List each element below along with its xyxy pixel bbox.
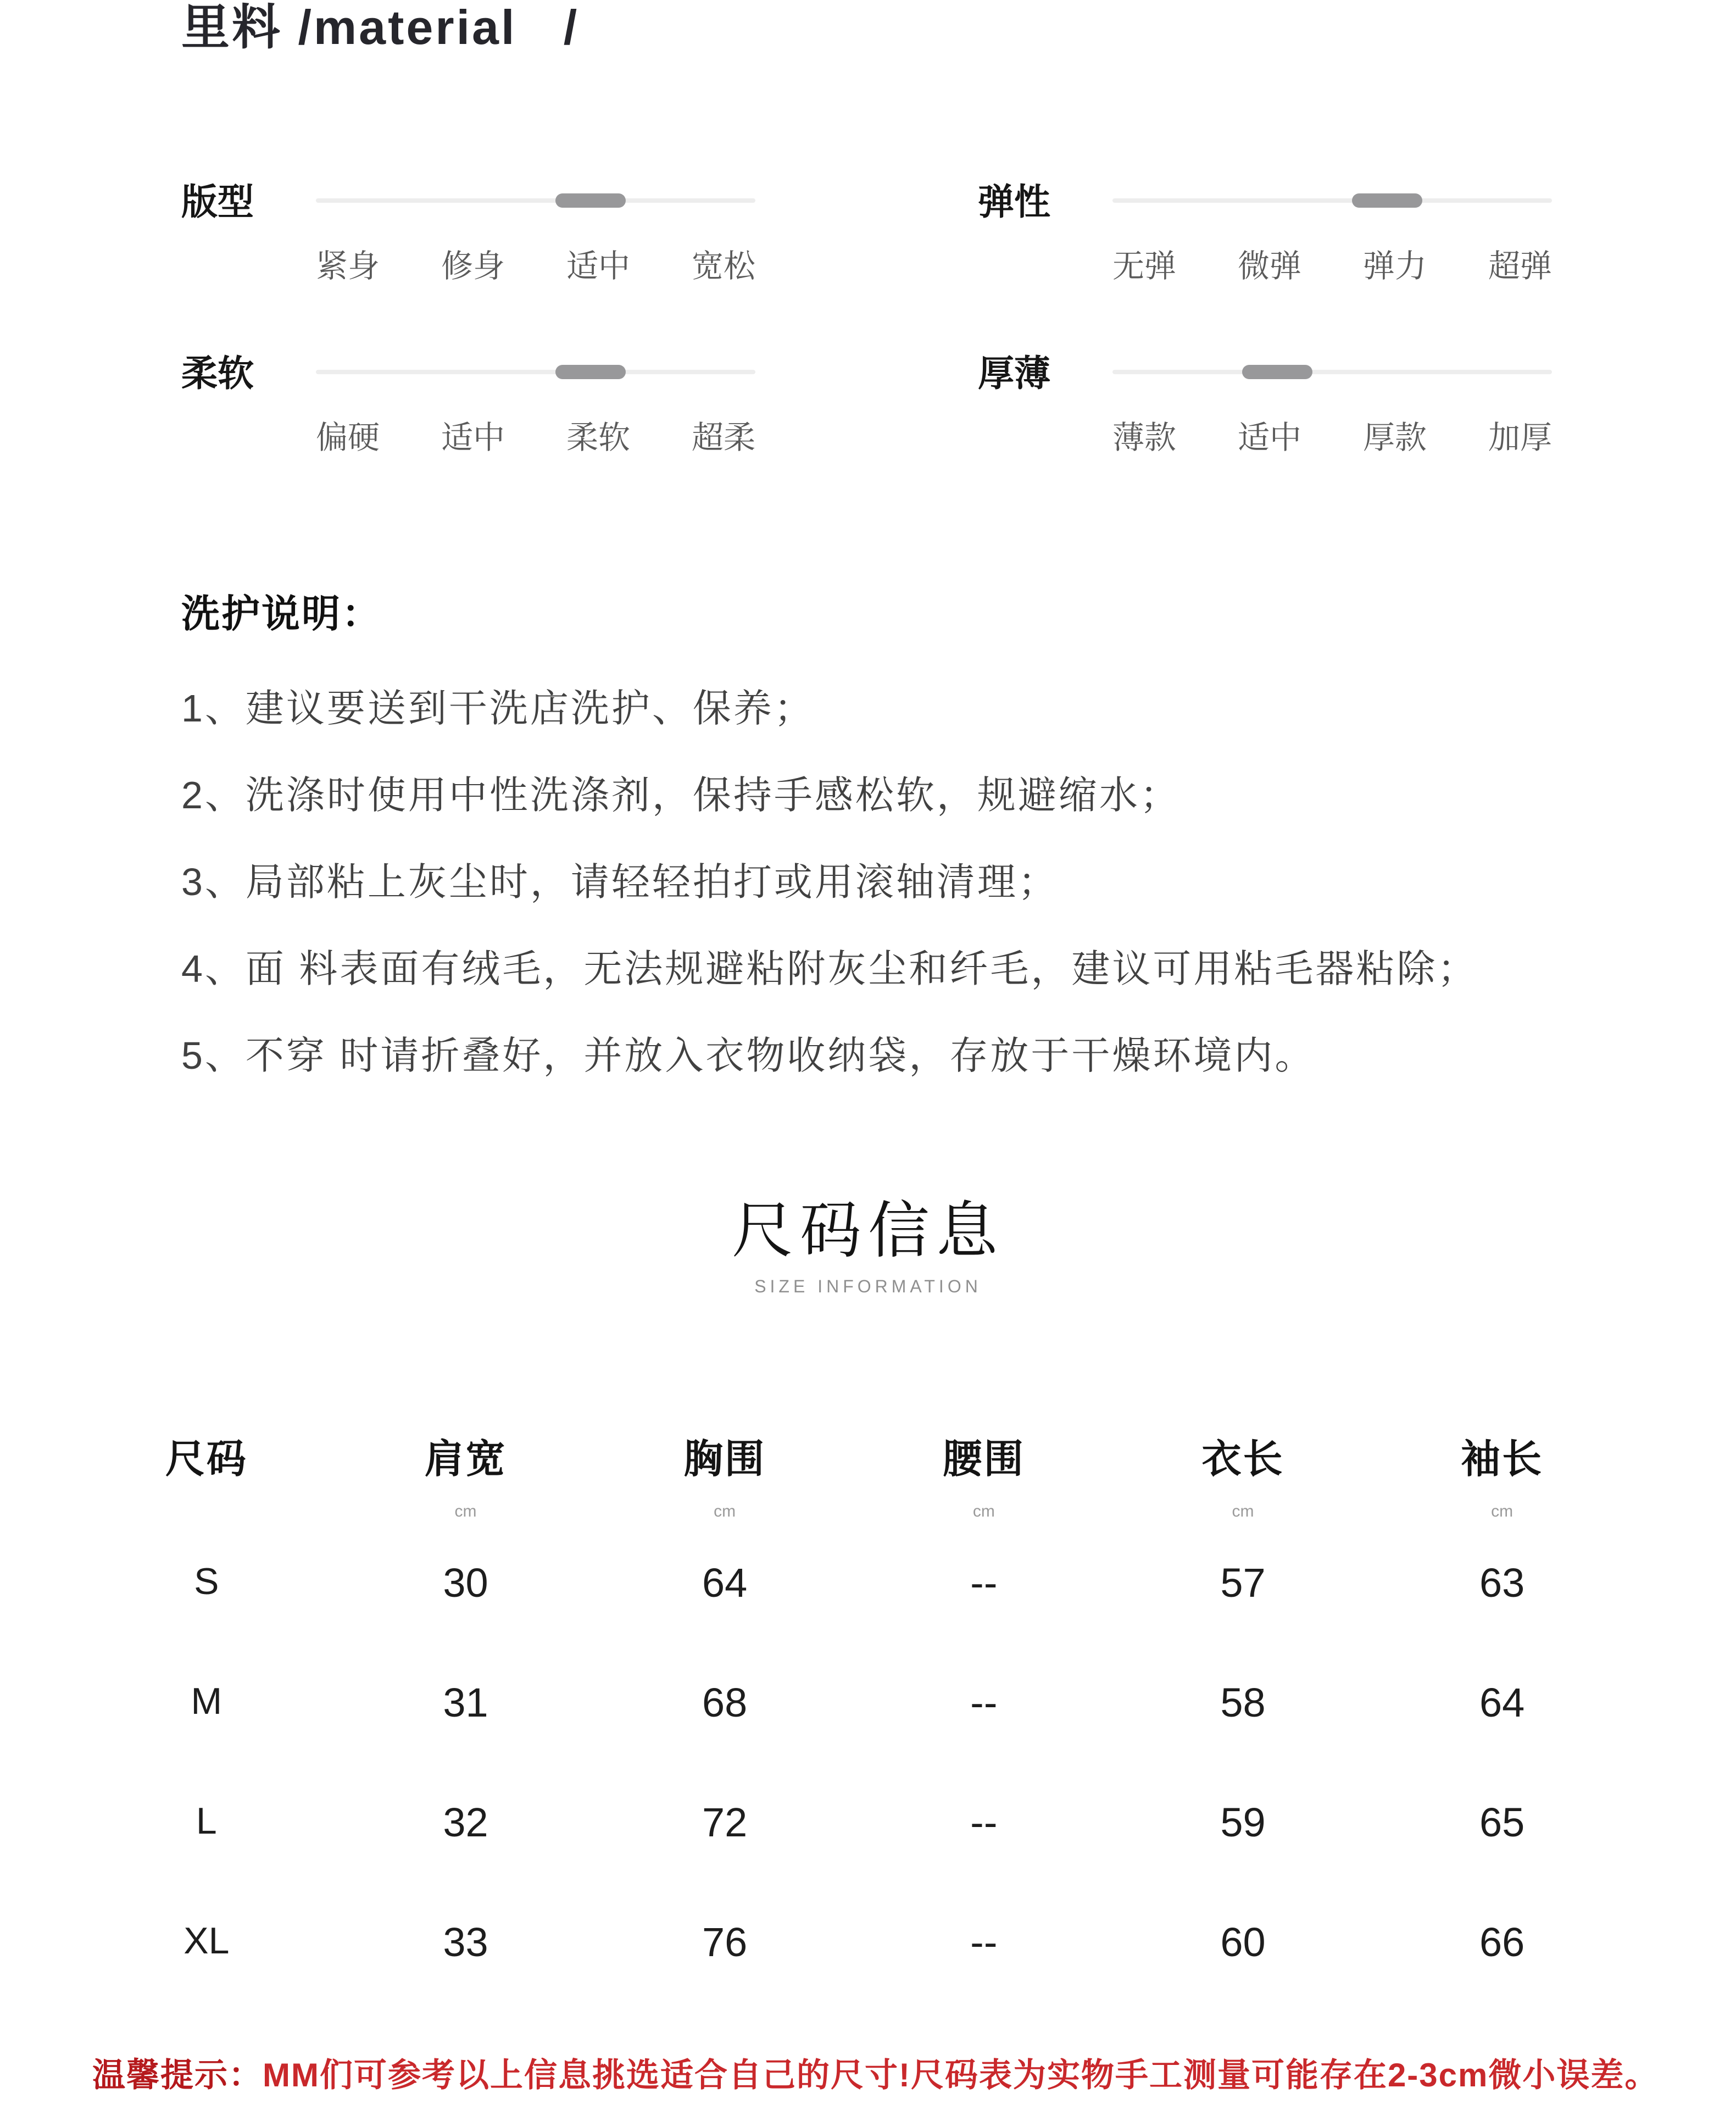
option-label: 宽松 (691, 248, 755, 284)
attribute-options (316, 421, 755, 454)
attribute-name: 弹性 (978, 181, 1050, 222)
column-header: 尺码 (165, 1437, 248, 1481)
measurement-value: 64 (1479, 1680, 1525, 1725)
option-label: 弹力 (1362, 248, 1427, 284)
option-label: 超弹 (1488, 248, 1552, 284)
measurement-value: 64 (702, 1560, 748, 1606)
size-section-title: 尺码信息 (732, 1196, 1004, 1265)
slider-indicator (555, 365, 626, 379)
measurement-value: 76 (702, 1919, 748, 1965)
attribute-options (316, 250, 755, 283)
measurement-value: -- (970, 1919, 998, 1965)
size-section-subtitle: SIZE INFORMATION (754, 1276, 982, 1296)
size-table-header-row (77, 1437, 1632, 1503)
measurement-value: 65 (1479, 1800, 1525, 1845)
care-instruction-item: 1、建议要送到干洗店洗护、保养； (181, 687, 815, 730)
slider-track (1112, 198, 1552, 203)
measurement-value: 33 (443, 1919, 488, 1965)
care-instructions-title: 洗护说明： (181, 592, 382, 635)
slider-track (316, 198, 755, 203)
slider-indicator (1242, 365, 1312, 379)
slider-indicator (555, 193, 626, 208)
slider-track (316, 370, 755, 374)
column-header: 肩宽 (424, 1437, 507, 1481)
care-instructions-section (181, 592, 1654, 1122)
table-row (77, 1560, 1632, 1683)
column-header: 袖长 (1461, 1437, 1544, 1481)
column-unit: cm (1232, 1502, 1254, 1520)
column-unit: cm (714, 1502, 736, 1520)
measurement-value: 66 (1479, 1919, 1525, 1965)
measurement-value: -- (970, 1680, 998, 1725)
column-unit: cm (972, 1502, 995, 1520)
care-instruction-item: 2、洗涤时使用中性洗涤剂，保持手感松软，规避缩水； (181, 774, 1181, 817)
attribute-group-thickness (978, 354, 1571, 497)
measurement-value: -- (970, 1800, 998, 1845)
attribute-options (1112, 421, 1552, 454)
attribute-options (1112, 250, 1552, 283)
option-label: 薄款 (1112, 420, 1177, 456)
option-label: 紧身 (316, 248, 380, 284)
slider-indicator (1352, 193, 1422, 208)
care-instructions-list (181, 688, 1654, 1076)
attribute-group-softness (181, 354, 775, 497)
measurement-value: 57 (1220, 1560, 1266, 1606)
column-header: 腰围 (942, 1437, 1025, 1481)
option-label: 微弹 (1237, 248, 1301, 284)
attribute-group-elasticity (978, 183, 1571, 326)
warm-reminder-notice (92, 2058, 1735, 2093)
notice-text: MM们可参考以上信息挑选适合自己的尺寸!尺码表为实物手工测量可能存在2-3cm微小误差。 (263, 2057, 1659, 2094)
measurement-value: 59 (1220, 1800, 1266, 1845)
slider-track (1112, 370, 1552, 374)
option-label: 柔软 (566, 420, 630, 456)
size-value: L (196, 1800, 217, 1842)
size-value: S (194, 1561, 219, 1602)
attribute-name: 版型 (181, 181, 254, 222)
table-row (77, 1680, 1632, 1802)
measurement-value: 60 (1220, 1919, 1266, 1965)
option-label: 超柔 (691, 420, 755, 456)
option-label: 适中 (566, 248, 630, 284)
measurement-value: 72 (702, 1800, 748, 1845)
attribute-group-fit (181, 183, 775, 326)
measurement-value: 31 (443, 1680, 488, 1725)
measurement-value: 68 (702, 1680, 748, 1725)
size-table (77, 1437, 1632, 2042)
measurement-value: -- (970, 1560, 998, 1606)
option-label: 修身 (441, 248, 505, 284)
option-label: 偏硬 (316, 420, 380, 456)
option-label: 适中 (1237, 420, 1301, 456)
measurement-value: 58 (1220, 1680, 1266, 1725)
size-value: XL (183, 1920, 230, 1962)
measurement-value: 63 (1479, 1560, 1525, 1606)
option-label: 厚款 (1362, 420, 1427, 456)
size-table-units-row (77, 1503, 1632, 1563)
size-value: M (191, 1680, 222, 1722)
column-header: 胸围 (683, 1437, 766, 1481)
table-row (77, 1919, 1632, 2042)
option-label: 加厚 (1488, 420, 1552, 456)
attribute-name: 柔软 (181, 353, 254, 393)
care-instruction-item: 4、面 料表面有绒毛，无法规避粘附灰尘和纤毛，建议可用粘毛器粘除； (181, 947, 1478, 990)
attribute-name: 厚薄 (978, 353, 1050, 393)
notice-label: 温馨提示： (92, 2057, 263, 2094)
care-instruction-item: 3、局部粘上灰尘时，请轻轻拍打或用滚轴清理； (181, 860, 1059, 903)
care-instruction-item: 5、不穿 时请折叠好，并放入衣物收纳袋，存放于干燥环境内。 (181, 1034, 1316, 1077)
column-unit: cm (454, 1502, 477, 1520)
measurement-value: 30 (443, 1560, 488, 1606)
option-label: 无弹 (1112, 248, 1177, 284)
column-header: 衣长 (1201, 1437, 1284, 1481)
column-unit: cm (1491, 1502, 1514, 1520)
option-label: 适中 (441, 420, 505, 456)
table-row (77, 1802, 1632, 1922)
measurement-value: 32 (443, 1800, 488, 1845)
page-title: 里料 /material / (181, 0, 580, 54)
